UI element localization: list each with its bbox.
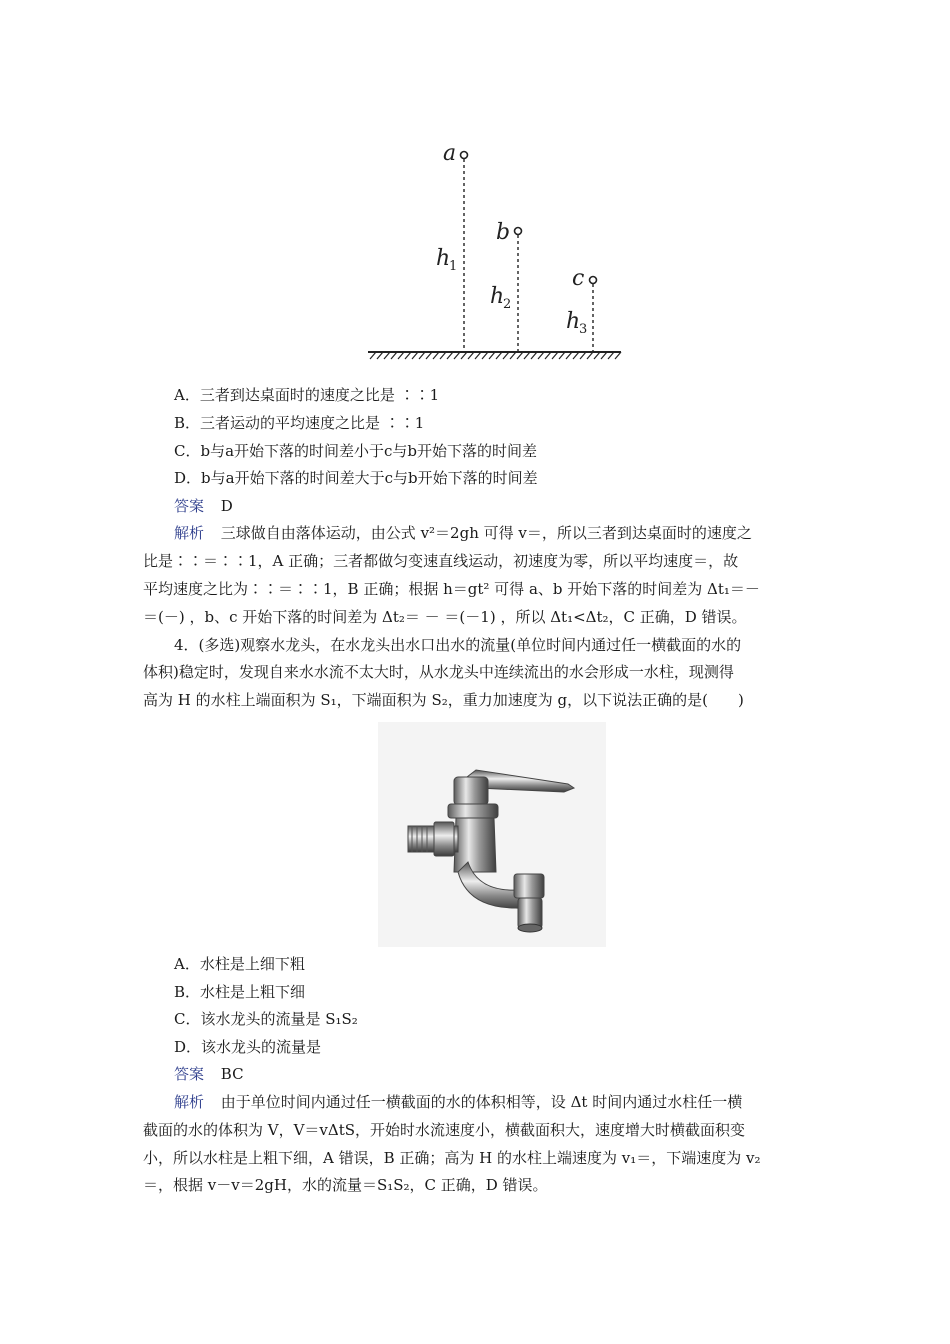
q4-option-c: C．该水龙头的流量是 S₁S₂ [174, 1010, 358, 1028]
q4-analysis-line-1 [174, 1092, 846, 1112]
analysis-label: 解析 [174, 524, 205, 542]
q3-analysis-line-1 [174, 523, 846, 543]
q3-analysis-line-4: ＝(－) ，b、c 开始下落的时间差为 Δt₂＝ － ＝(－1) ，所以 Δt₁<Δt₂，C 正确，D 错误。 [143, 608, 747, 626]
free-fall-figure [343, 123, 643, 381]
q4-analysis-line-2: 截面的水的体积为 V，V＝vΔtS，开始时水流速度小，横截面积大，速度增大时横截面积变 [143, 1121, 746, 1139]
label-a: a [443, 141, 457, 166]
label-h3: h [566, 309, 581, 334]
q4-stem-line-1: 4．(多选)观察水龙头，在水龙头出水口出水的流量(单位时间内通过任一横截面的水的 [174, 636, 742, 654]
q3-option-d: D．b与a开始下落的时间差大于c与b开始下落的时间差 [174, 469, 538, 487]
q3-answer [174, 496, 846, 516]
q4-analysis-line-3: 小，所以水柱是上粗下细，A 错误，B 正确；高为 H 的水柱上端速度为 v₁＝，下端速度为 v₂ [143, 1149, 761, 1167]
label-h1: h [436, 246, 451, 271]
q4-option-d: D．该水龙头的流量是 [174, 1038, 322, 1056]
label-h2: h [490, 284, 505, 309]
label-c: c [572, 266, 585, 291]
analysis-text: 由于单位时间内通过任一横截面的水的体积相等，设 Δt 时间内通过水柱任一横 [220, 1093, 743, 1111]
analysis-label: 解析 [174, 1093, 205, 1111]
label-h1-sub: 1 [449, 259, 458, 274]
answer-label: 答案 [174, 497, 205, 515]
q4-stem-line-2: 体积)稳定时，发现自来水水流不太大时，从水龙头中连续流出的水会形成一水柱，现测得 [143, 663, 734, 681]
answer-value: D [220, 497, 233, 515]
label-h3-sub: 3 [579, 322, 588, 337]
q4-option-b: B．水柱是上粗下细 [174, 983, 306, 1001]
q3-option-a: A．三者到达桌面时的速度之比是 ∶∶1 [174, 386, 440, 404]
q4-answer [174, 1064, 846, 1084]
q3-option-b: B．三者运动的平均速度之比是 ∶∶1 [174, 414, 425, 432]
answer-value: BC [220, 1065, 244, 1083]
q4-analysis-line-4: ＝，根据 v－v＝2gH，水的流量＝S₁S₂，C 正确，D 错误。 [143, 1176, 548, 1194]
answer-label: 答案 [174, 1065, 205, 1083]
q3-option-c: C．b与a开始下落的时间差小于c与b开始下落的时间差 [174, 442, 538, 460]
analysis-text: 三球做自由落体运动，由公式 v²＝2gh 可得 v＝，所以三者到达桌面时的速度之 [220, 524, 752, 542]
q4-stem-line-3: 高为 H 的水柱上端面积为 S₁，下端面积为 S₂，重力加速度为 g，以下说法正确的是( ) [143, 691, 744, 709]
q4-option-a: A．水柱是上细下粗 [174, 955, 305, 973]
label-h2-sub: 2 [503, 297, 512, 312]
q3-analysis-line-3: 平均速度之比为∶∶＝∶∶1，B 正确；根据 h＝gt² 可得 a、b 开始下落的时间差为 Δt₁＝－ [143, 580, 760, 598]
label-b: b [496, 220, 511, 245]
faucet-image [378, 722, 606, 947]
q3-analysis-line-2: 比是∶∶＝∶∶1，A 正确；三者都做匀变速直线运动，初速度为零，所以平均速度＝，故 [143, 552, 739, 570]
